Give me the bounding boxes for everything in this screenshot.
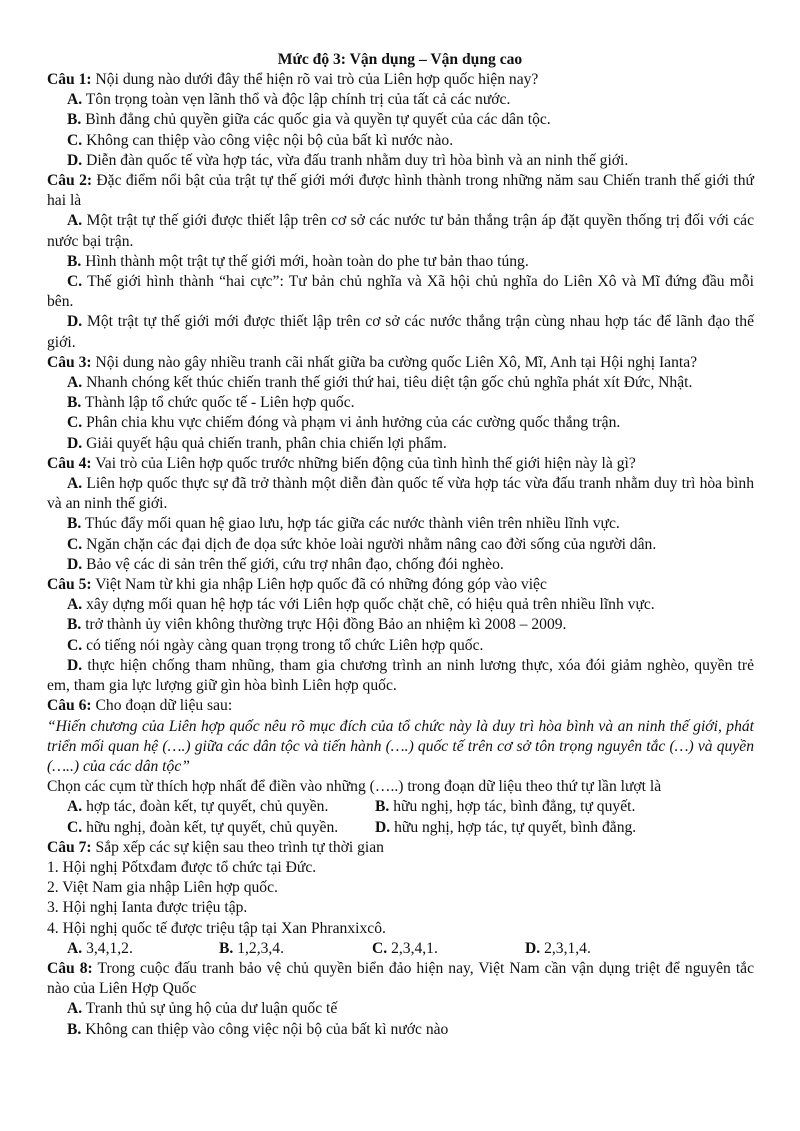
option-c [47,272,754,312]
option-text: thực hiện chống tham nhũng, tham gia chương trình an ninh lương thực, xóa đói giảm nghèo, quyền trẻ em, tham gia lực lượng giữ gìn hòa bình Liên hợp quốc. [47,656,754,695]
page-title: Mức độ 3: Vận dụng – Vận dụng cao [277,51,523,68]
option-key: B. [67,616,82,634]
option-key: A. [67,798,83,816]
option-b [375,797,635,817]
option-key: A. [67,1000,83,1018]
option-text: Liên hợp quốc thực sự đã trở thành một diễn đàn quốc tế vừa hợp tác vừa đấu tranh nhằm duy trì hòa bình và an ninh thế giới. [47,475,754,513]
option-text: 1,2,3,4. [233,939,284,957]
option-d [375,818,636,838]
option-c [47,636,754,656]
option-key: A. [67,374,83,392]
option-key: A. [67,939,83,957]
question-text: Đặc điểm nổi bật của trật tự thế giới mới được hình thành trong những năm sau Chiến tranh thế giới thứ hai là [47,172,754,210]
option-c [372,939,525,959]
option-key: C. [372,939,388,957]
option-key: B. [67,252,82,270]
event-item: 4. Hội nghị quốc tế được triệu tập tại Xan Phranxixcô. [47,919,386,937]
question-5 [47,575,754,595]
question-text: Trong cuộc đấu tranh bảo vệ chủ quyền biển đảo hiện nay, Việt Nam cần vận dụng triệt để nguyên tắc nào của Liên Hợp Quốc [47,959,755,998]
option-d [525,939,591,959]
option-d [47,656,754,696]
option-key: C. [67,818,83,836]
question-list [47,70,754,1040]
question-6 [47,696,754,716]
options-row [47,797,754,817]
option-key: C. [67,636,83,654]
option-d [47,555,754,575]
option-a [47,90,754,110]
question-instruction: Chọn các cụm từ thích hợp nhất để điền vào những (…..) trong đoạn dữ liệu theo thứ tự lần lượt là [47,778,662,796]
option-text: Không can thiệp vào công việc nội bộ của bất kì nước nào. [82,131,454,149]
option-text: Ngăn chặn các đại dịch đe dọa sức khỏe loài người nhằm nâng cao đời sống của người dân. [82,535,657,553]
option-c [47,131,754,151]
option-key: A. [67,475,83,493]
option-text: Một trật tự thế giới mới được thiết lập trên cơ sở các nước thắng trận cùng nhau hợp tác để lãnh đạo thế giới. [47,313,754,351]
option-text: Giải quyết hậu quả chiến tranh, phân chia chiến lợi phẩm. [82,434,447,452]
question-4 [47,454,754,474]
option-key: C. [67,131,83,149]
option-key: A. [67,596,83,614]
option-text: Thế giới hình thành “hai cực”: Tư bản chủ nghĩa và Xã hội chủ nghĩa do Liên Xô và Mĩ đứng đầu mỗi bên. [47,273,754,311]
question-3 [47,353,754,373]
option-text: Tôn trọng toàn vẹn lãnh thổ và độc lập chính trị của tất cả các nước. [82,91,511,109]
question-7 [47,838,754,858]
option-b [47,1020,754,1040]
question-label: Câu 4: [47,454,92,472]
option-key: A. [67,91,83,109]
question-text: Sắp xếp các sự kiện sau theo trình tự thời gian [91,838,384,856]
option-text: có tiếng nói ngày càng quan trọng trong tổ chức Liên hợp quốc. [82,636,484,654]
option-text: Một trật tự thế giới được thiết lập trên cơ sở các nước tư bản thắng trận áp đặt quyền thống trị đối với các nước bại trận. [47,212,754,250]
option-key: D. [375,818,391,836]
option-a [47,474,754,514]
option-a [47,595,754,615]
option-c [47,413,754,433]
option-a [67,939,219,959]
option-key: B. [67,1020,82,1038]
option-key: B. [219,939,234,957]
question-label: Câu 1: [47,71,92,88]
option-b [47,393,754,413]
option-text: Diễn đàn quốc tế vừa hợp tác, vừa đấu tranh nhằm duy trì hòa bình và an ninh thế giới. [82,151,629,169]
question-label: Câu 7: [47,838,92,856]
option-text: hữu nghị, hợp tác, bình đẳng, tự quyết. [389,798,636,816]
option-text: Không can thiệp vào công việc nội bộ của bất kì nước nào [81,1020,449,1038]
option-text: Thành lập tổ chức quốc tế - Liên hợp quốc. [81,394,355,412]
option-a [47,373,754,393]
event-item: 3. Hội nghị Ianta được triệu tập. [47,899,248,917]
question-label: Câu 3: [47,353,92,371]
option-text: Thúc đẩy mối quan hệ giao lưu, hợp tác giữa các nước thành viên trên nhiều lĩnh vực. [81,515,620,533]
option-text: Nhanh chóng kết thúc chiến tranh thế giới thứ hai, tiêu diệt tận gốc chủ nghĩa phát xít Đức, Nhật. [82,374,693,392]
option-text: 2,3,4,1. [387,939,438,957]
question-label: Câu 2: [47,172,93,190]
quote-passage: “Hiến chương của Liên hợp quốc nêu rõ mục đích của tổ chức này là duy trì hòa bình và an ninh thế giới, phát triển mối quan hệ (….) giữa các dân tộc và tiến hành (….) quốc tế trên cơ sở tôn trọng nguyên tắc (…) và quyền (…..) của các dân tộc” [47,717,754,775]
option-d [47,312,754,352]
option-key: A. [67,212,83,230]
option-key: C. [67,535,83,553]
question-text: Việt Nam từ khi gia nhập Liên hợp quốc đã có những đóng góp vào việc [91,576,547,594]
option-key: D. [525,939,541,957]
option-text: hợp tác, đoàn kết, tự quyết, chủ quyền. [82,798,329,816]
option-c [67,818,375,838]
option-text: xây dựng mối quan hệ hợp tác với Liên hợp quốc chặt chẽ, có hiệu quả trên nhiều lĩnh vực. [82,596,655,614]
question-text: Nội dung nào dưới đây thể hiện rõ vai trò của Liên hợp quốc hiện nay? [91,71,539,88]
option-c [47,535,754,555]
option-key: C. [67,414,83,432]
option-text: Tranh thủ sự ủng hộ của dư luận quốc tế [82,1000,338,1018]
option-key: D. [67,434,83,452]
option-key: D. [67,555,83,573]
option-b [47,110,754,130]
question-label: Câu 8: [47,959,93,977]
question-label: Câu 6: [47,697,92,715]
option-key: C. [67,273,83,291]
option-d [47,434,754,454]
event-item: 2. Việt Nam gia nhập Liên hợp quốc. [47,879,278,897]
option-text: 2,3,1,4. [540,939,591,957]
option-text: Bình đẳng chủ quyền giữa các quốc gia và quyền tự quyết của các dân tộc. [81,111,551,129]
option-key: B. [375,798,390,816]
question-1 [47,70,754,90]
option-b [219,939,372,959]
option-b [47,252,754,272]
option-text: Bảo vệ các di sản trên thế giới, cứu trợ nhân đạo, chống đói nghèo. [82,555,504,573]
question-text: Nội dung nào gây nhiều tranh cãi nhất giữa ba cường quốc Liên Xô, Mĩ, Anh tại Hội nghị Ianta? [91,353,698,371]
options-row [47,818,754,838]
option-a [47,211,754,251]
option-b [47,514,754,534]
question-label: Câu 5: [47,576,92,594]
option-b [47,615,754,635]
option-a [67,797,375,817]
option-text: hữu nghị, hợp tác, tự quyết, bình đẳng. [390,818,637,836]
question-2 [47,171,754,211]
option-text: hữu nghị, đoàn kết, tự quyết, chủ quyền. [82,818,339,836]
option-text: Hình thành một trật tự thế giới mới, hoàn toàn do phe tư bản thao túng. [81,252,529,270]
option-d [47,151,754,171]
option-a [47,999,754,1019]
event-item: 1. Hội nghị Pốtxđam được tổ chức tại Đức. [47,858,317,876]
option-text: Phân chia khu vực chiếm đóng và phạm vi ảnh hưởng của các cường quốc thắng trận. [82,414,621,432]
question-8 [47,959,754,999]
option-key: B. [67,394,82,412]
option-text: 3,4,1,2. [82,939,133,957]
option-text: trở thành ủy viên không thường trực Hội đồng Bảo an nhiệm kì 2008 – 2009. [81,616,567,634]
option-key: D. [67,313,83,331]
option-key: B. [67,111,82,129]
option-key: D. [67,151,83,169]
question-text: Cho đoạn dữ liệu sau: [91,697,233,715]
option-key: D. [67,656,83,674]
options-row [47,939,754,959]
question-text: Vai trò của Liên hợp quốc trước những biến động của tình hình thế giới hiện này là gì? [91,454,636,472]
option-key: B. [67,515,82,533]
